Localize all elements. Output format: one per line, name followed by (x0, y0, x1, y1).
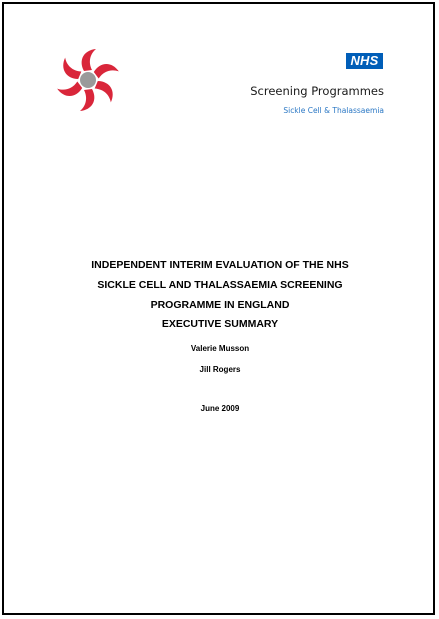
title-line-1: INDEPENDENT INTERIM EVALUATION OF THE NHS (91, 259, 349, 271)
document-subtitle: EXECUTIVE SUMMARY (161, 318, 279, 330)
author-name: Valerie Musson (190, 344, 250, 353)
nhs-logo: NHS (346, 53, 383, 69)
author-name: Jill Rogers (199, 365, 241, 374)
publication-date: June 2009 (200, 404, 240, 413)
programme-name: Screening Programmes (250, 84, 384, 98)
title-line-2: SICKLE CELL AND THALASSAEMIA SCREENING (97, 279, 343, 291)
title-line-3: PROGRAMME IN ENGLAND (150, 299, 290, 311)
programme-subtitle: Sickle Cell & Thalassaemia (283, 106, 384, 115)
swirl-logo-icon (52, 48, 124, 112)
document-title (40, 255, 400, 315)
